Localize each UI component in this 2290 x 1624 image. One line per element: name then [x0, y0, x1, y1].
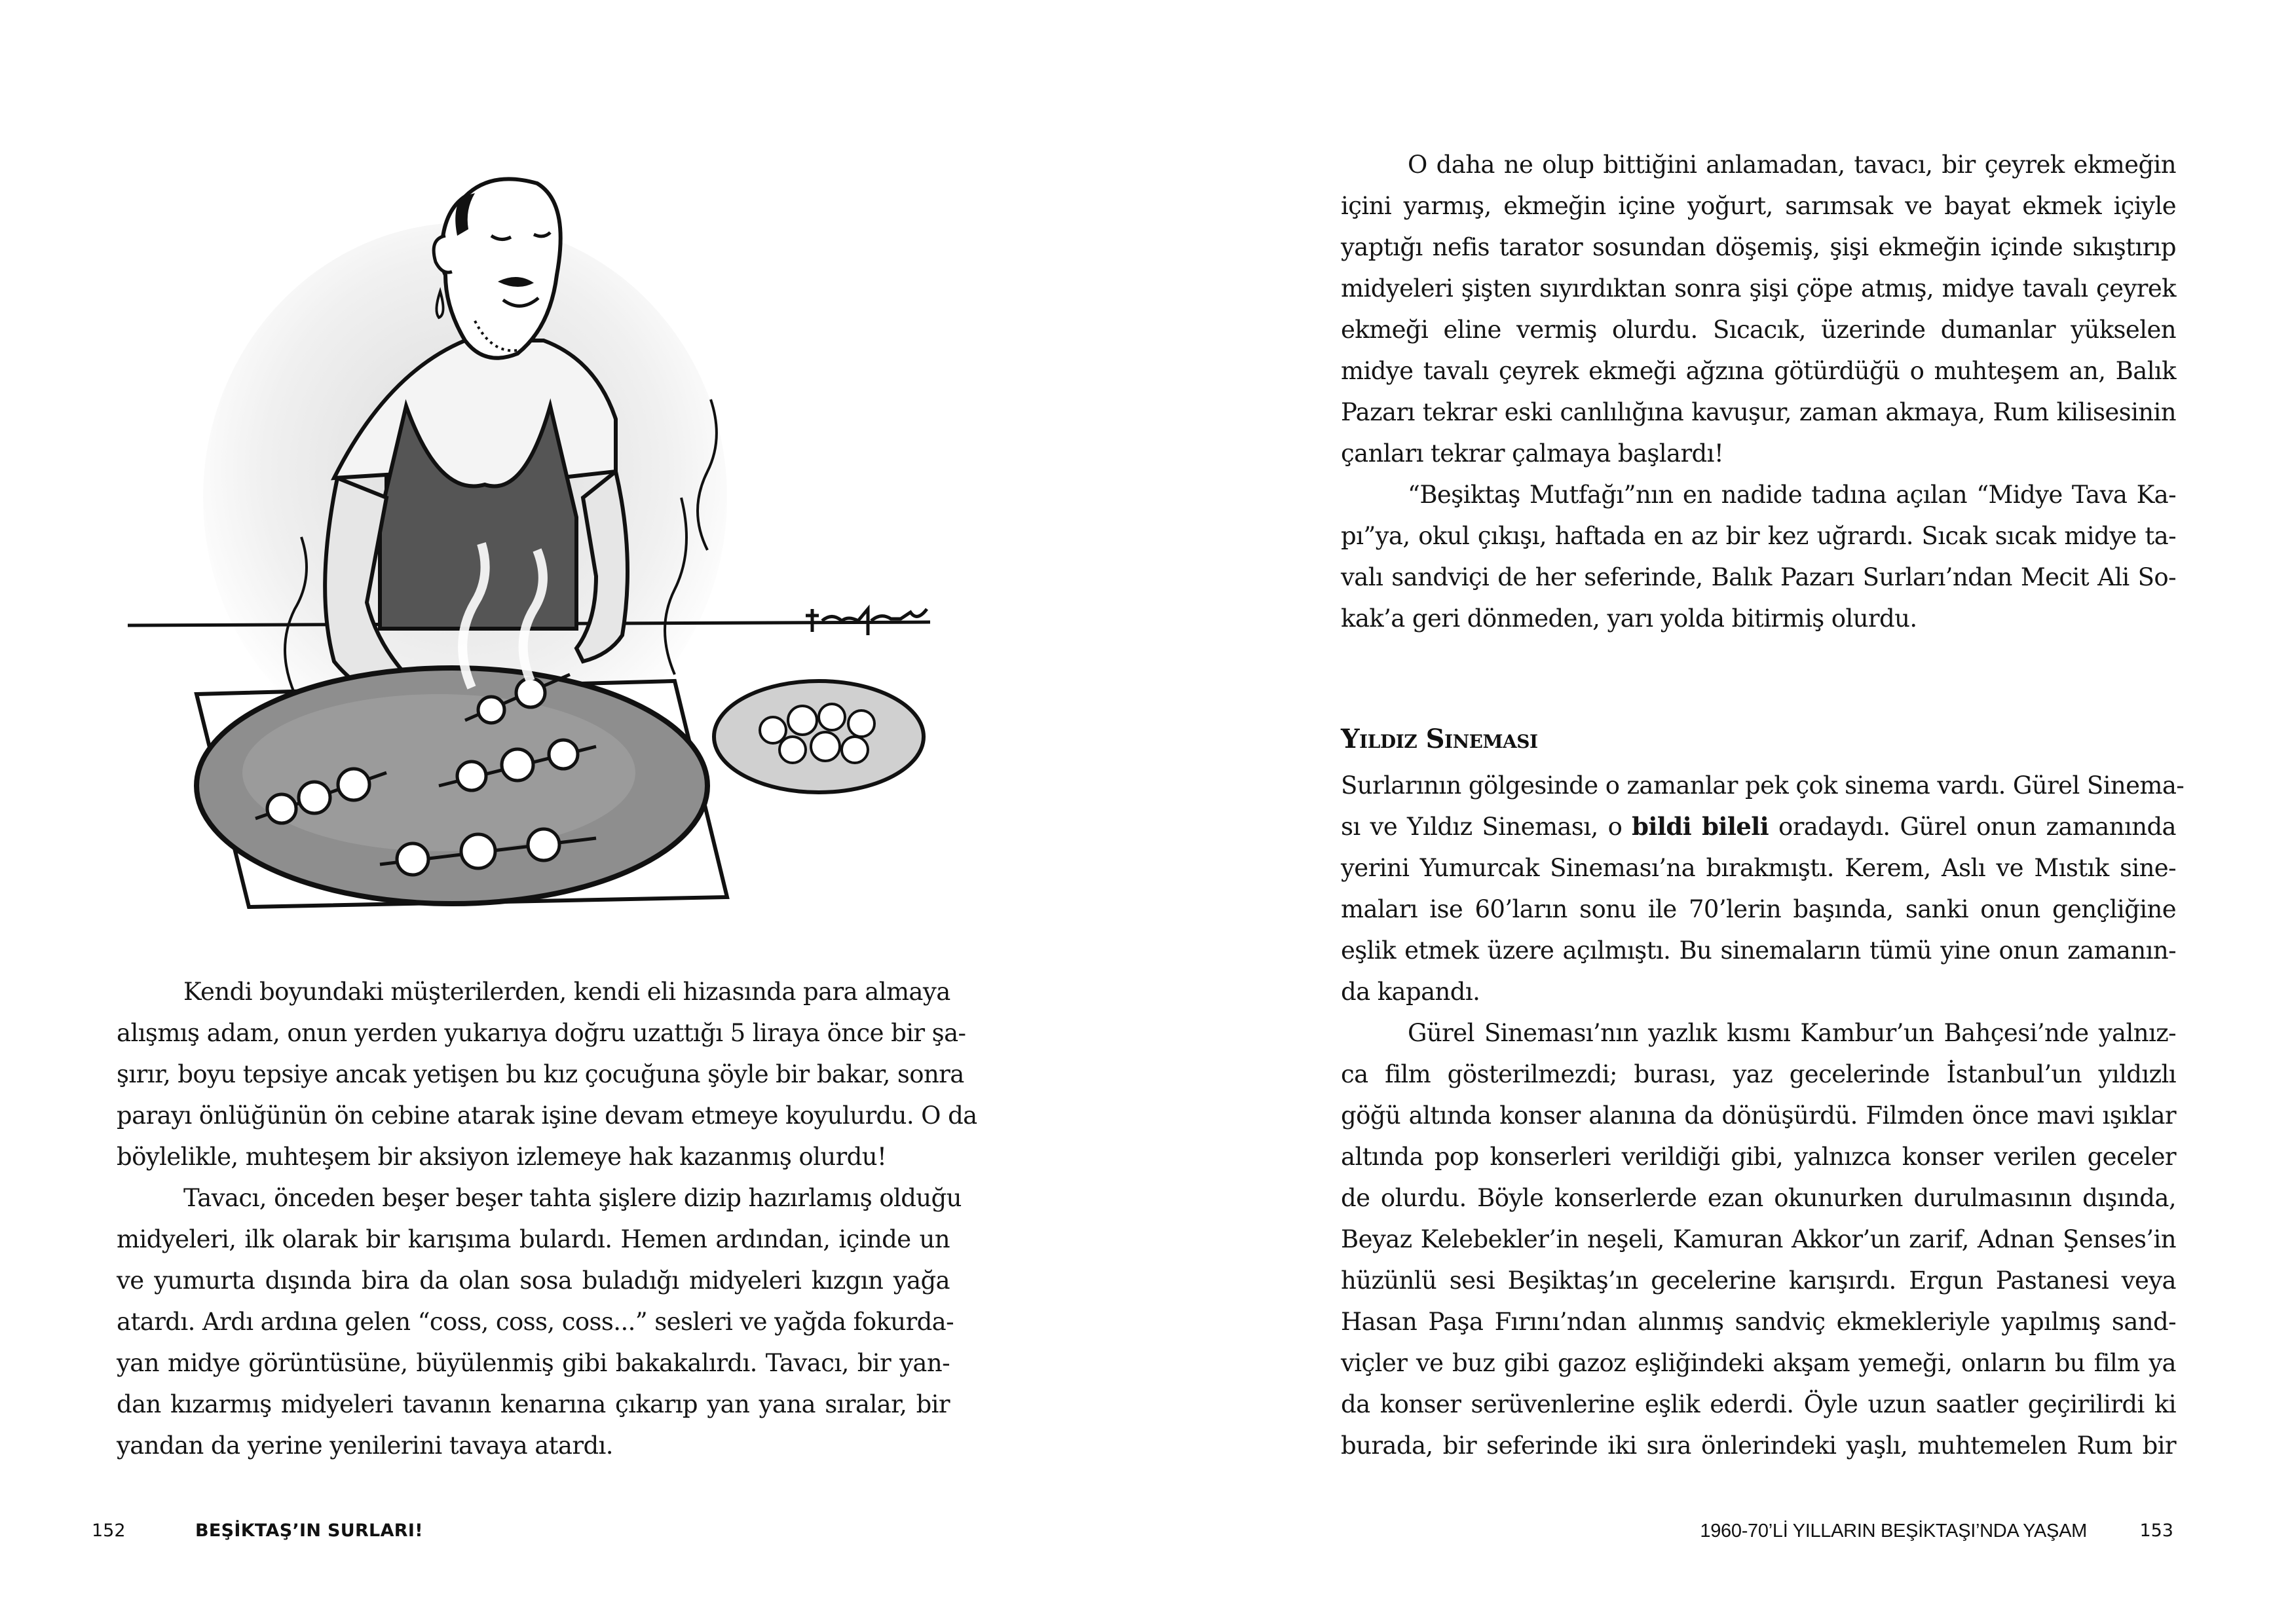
- running-title-left: BEŞİKTAŞ’IN SURLARI!: [195, 1521, 423, 1541]
- text-line: yaptığı nefis tarator sosundan döşemiş, şişi ekmeğin içinde sıkıştırıp: [1341, 233, 2176, 261]
- text-line: da konser serüvenlerine eşlik ederdi. Öyle uzun saatler geçirilirdi ki: [1341, 1390, 2176, 1418]
- text-line: dan kızarmış midyeleri tavanın kenarına çıkarıp yan yana sıralar, bir: [117, 1390, 950, 1418]
- text-line: midyeleri şişten sıyırdıktan sonra şişi çöpe atmış, midye tavalı çeyrek: [1341, 274, 2176, 303]
- text-line: ca film gösterilmezdi; burası, yaz gecelerinde İstanbul’un yıldızlı: [1341, 1060, 2176, 1088]
- text-line: ve yumurta dışında bira da olan sosa buladığı midyeleri kızgın yağa: [117, 1266, 950, 1295]
- text-line: Hasan Paşa Fırını’ndan alınmış sandviç ekmekleriyle yapılmış sand-: [1341, 1308, 2176, 1336]
- text-line: göğü altında konser alanına da dönüşürdü. Filmden önce mavi ışıklar: [1341, 1101, 2176, 1130]
- bold-phrase: bildi bileli: [1632, 812, 1769, 841]
- paragraph: [1341, 144, 2176, 474]
- text-line: atardı. Ardı ardına gelen “coss, coss, coss...” sesleri ve yağda fokurda-: [117, 1308, 954, 1336]
- cook-with-mussel-pan-illustration: [98, 131, 950, 917]
- text-line: de olurdu. Böyle konserlerde ezan okunurken durulmasının dışında,: [1341, 1184, 2176, 1212]
- text-line: Pazarı tekrar eski canlılığına kavuşur, zaman akmaya, Rum kilisesinin: [1341, 398, 2176, 426]
- text-line: hüzünlü sesi Beşiktaş’ın gecelerine karışırdı. Ergun Pastanesi veya: [1341, 1266, 2176, 1295]
- text-line: böylelikle, muhteşem bir aksiyon izlemeye hak kazanmış olurdu!: [117, 1143, 887, 1171]
- text-line: pı”ya, okul çıkışı, haftada en az bir kez uğrardı. Sıcak sıcak midye ta-: [1341, 522, 2176, 550]
- text-line: “Beşiktaş Mutfağı”nın en nadide tadına açılan “Midye Tava Ka-: [1408, 481, 2176, 509]
- left-page-body-text: [117, 971, 977, 1466]
- text-line: içini yarmış, ekmeğin içine yoğurt, sarımsak ve bayat ekmek içiyle: [1341, 192, 2176, 220]
- paragraph: [1341, 474, 2176, 639]
- pan-oil-highlight: [242, 694, 635, 851]
- text-line: maları ise 60’ların sonu ile 70’lerin başında, sanki onun gençliğine: [1341, 895, 2176, 923]
- page-number-right: 153: [2139, 1521, 2173, 1541]
- text-line: eşlik etmek üzere açılmıştı. Bu sinemaların tümü yine onun zamanın-: [1341, 936, 2176, 965]
- text-line-with-bold: [1341, 806, 2176, 847]
- text-line: yan midye görüntüsüne, büyülenmiş gibi bakakalırdı. Tavacı, bir yan-: [117, 1349, 950, 1377]
- text-line: kak’a geri dönmeden, yarı yolda bitirmiş olurdu.: [1341, 604, 1917, 633]
- text-line: valı sandviçi de her seferinde, Balık Pazarı Surları’ndan Mecit Ali So-: [1341, 563, 2176, 591]
- text-line: da kapandı.: [1341, 978, 1480, 1006]
- text-line: midyeleri, ilk olarak bir karışıma bulardı. Hemen ardından, içinde un: [117, 1225, 950, 1253]
- text-line: çanları tekrar çalmaya başlardı!: [1341, 439, 1724, 468]
- text-line: Gürel Sineması’nın yazlık kısmı Kambur’un Bahçesi’nde yalnız-: [1408, 1019, 2176, 1047]
- text-line: O daha ne olup bittiğini anlamadan, tavacı, bir çeyrek ekmeğin: [1408, 151, 2176, 179]
- text-line: burada, bir seferinde iki sıra önlerindeki yaşlı, muhtemelen Rum bir: [1341, 1431, 2176, 1460]
- text-run: oradaydı. Gürel onun zamanında: [1769, 813, 2176, 841]
- text-line: viçler ve buz gibi gazoz eşliğindeki akşam yemeği, onların bu film ya: [1341, 1349, 2176, 1377]
- paragraph: [1341, 1012, 2176, 1466]
- paragraph: [1341, 765, 2185, 1012]
- text-line: parayı önlüğünün ön cebine atarak işine devam etmeye koyulurdu. O da: [117, 1101, 977, 1130]
- text-line: midye tavalı çeyrek ekmeği ağzına götürdüğü o muhteşem an, Balık: [1341, 357, 2176, 385]
- paragraph: [117, 1177, 962, 1466]
- text-line: yerini Yumurcak Sineması’na bırakmıştı. Kerem, Aslı ve Mıstık sine-: [1341, 854, 2176, 882]
- text-line: ekmeği eline vermiş olurdu. Sıcacık, üzerinde dumanlar yükselen: [1341, 316, 2176, 344]
- text-line: Kendi boyundaki müşterilerden, kendi eli hizasında para almaya: [183, 978, 950, 1006]
- text-line: yandan da yerine yenilerini tavaya atardı.: [117, 1431, 613, 1460]
- page-number-left: 152: [92, 1521, 126, 1541]
- text-line: Surlarının gölgesinde o zamanlar pek çok sinema vardı. Gürel Sinema-: [1341, 771, 2185, 800]
- right-page: [1145, 0, 2290, 1624]
- text-line: şırır, boyu tepsiye ancak yetişen bu kız çocuğuna şöyle bir bakar, sonra: [117, 1060, 964, 1088]
- right-page-body-text-1: [1341, 144, 2176, 639]
- text-line: Beyaz Kelebekler’in neşeli, Kamuran Akkor’un zarif, Adnan Şenses’in: [1341, 1225, 2176, 1253]
- text-run: sı ve Yıldız Sineması, o: [1341, 813, 1632, 841]
- text-line: Tavacı, önceden beşer beşer tahta şişlere dizip hazırlamış olduğu: [183, 1184, 962, 1212]
- paragraph: [117, 971, 977, 1177]
- running-title-right: 1960-70’Lİ YILLARIN BEŞİKTAŞI’NDA YAŞAM: [1700, 1521, 2087, 1541]
- text-line: altında pop konserleri verildiği gibi, yalnızca konser verilen geceler: [1341, 1143, 2176, 1171]
- text-line: alışmış adam, onun yerden yukarıya doğru uzattığı 5 liraya önce bir şa-: [117, 1019, 966, 1047]
- section-heading: Yıldız Sineması: [1341, 724, 1538, 754]
- right-page-body-text-2: [1341, 765, 2185, 1466]
